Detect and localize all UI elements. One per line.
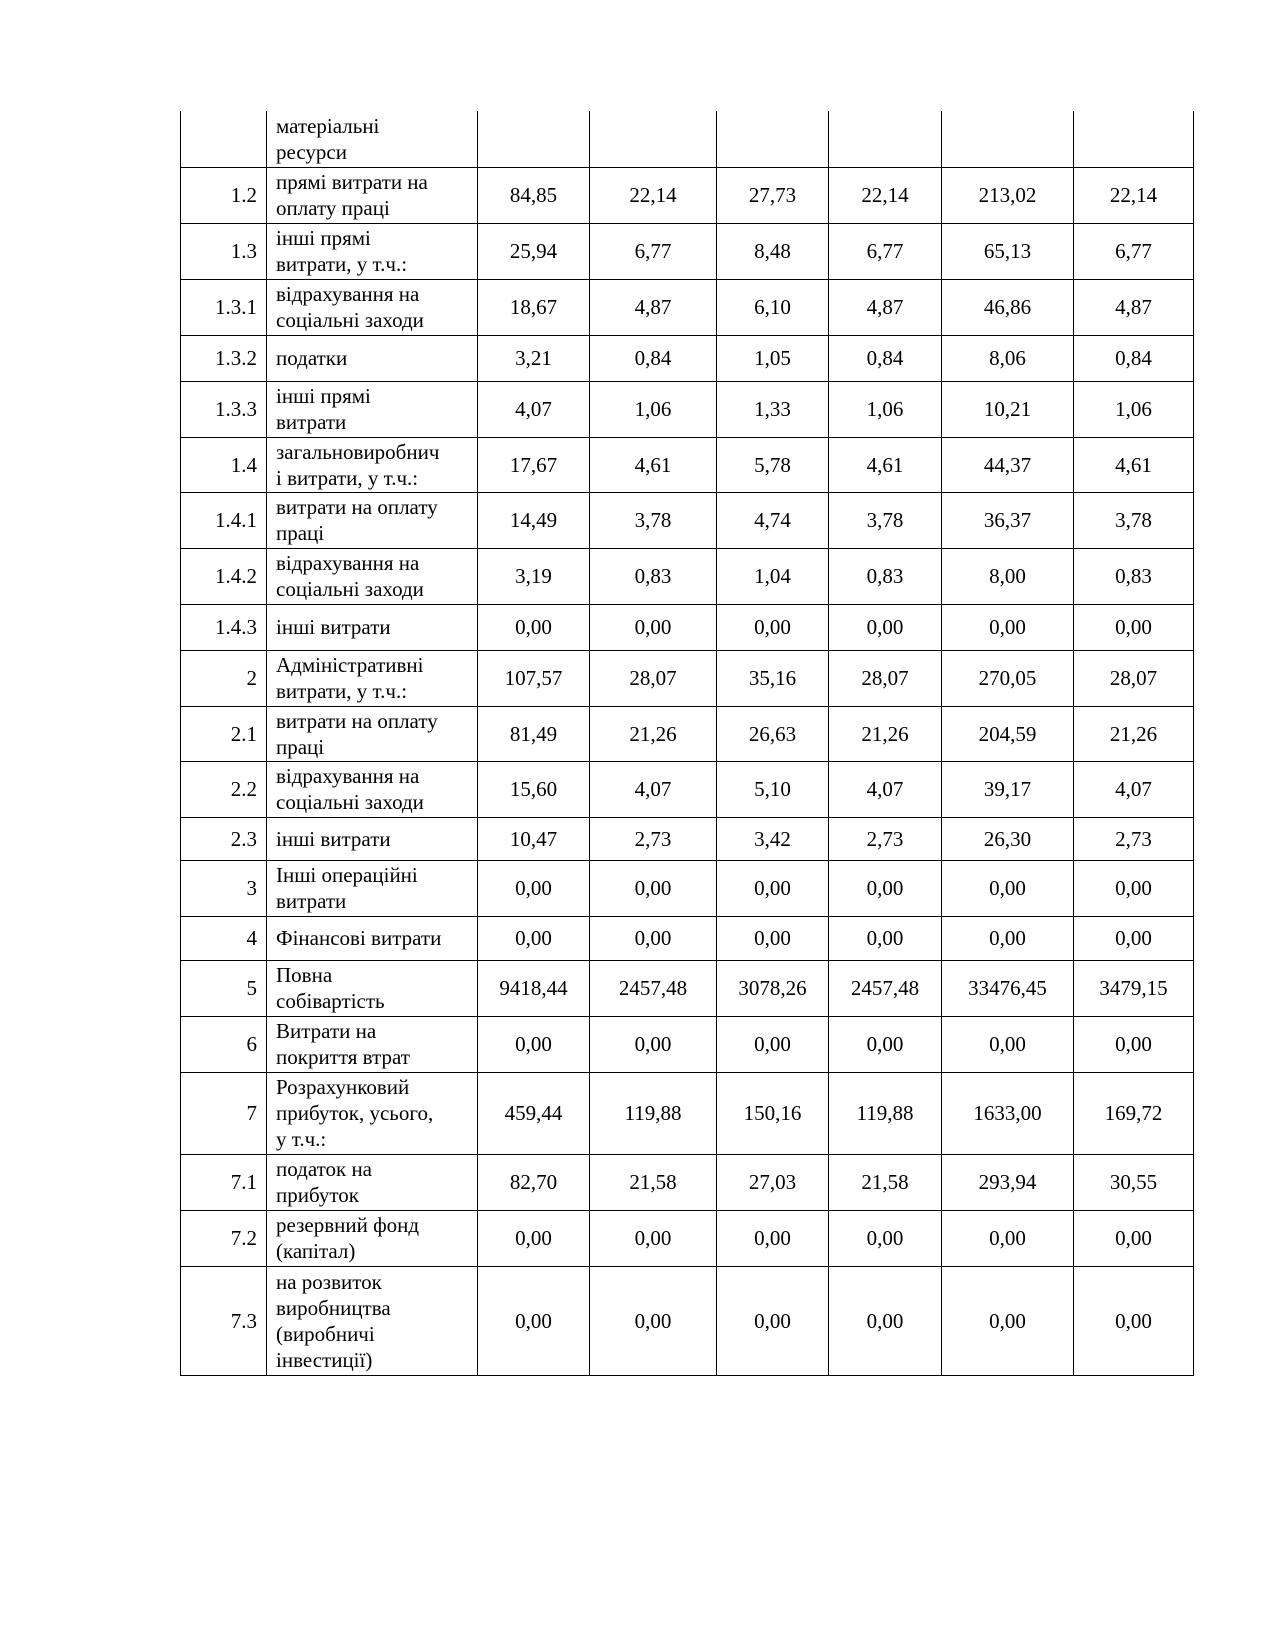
value-cell: 119,88 bbox=[829, 1072, 942, 1154]
value-cell: 46,86 bbox=[942, 279, 1074, 335]
value-cell: 4,07 bbox=[1074, 761, 1194, 817]
value-cell: 6,77 bbox=[590, 223, 717, 279]
value-cell: 0,00 bbox=[942, 916, 1074, 960]
value-cell: 0,00 bbox=[942, 1266, 1074, 1375]
value-cell: 8,00 bbox=[942, 548, 1074, 604]
value-cell: 5,10 bbox=[717, 761, 829, 817]
table-row bbox=[181, 916, 1194, 960]
value-cell: 3,78 bbox=[829, 492, 942, 548]
value-cell: 1,04 bbox=[717, 548, 829, 604]
row-label: витрати на оплату праці bbox=[267, 706, 478, 761]
row-number: 1.4.1 bbox=[181, 492, 267, 548]
value-cell: 0,00 bbox=[478, 860, 590, 916]
value-cell: 0,00 bbox=[829, 860, 942, 916]
row-label: прямі витрати на оплату праці bbox=[267, 167, 478, 223]
row-label: інші витрати bbox=[267, 817, 478, 860]
value-cell: 26,30 bbox=[942, 817, 1074, 860]
value-cell: 4,87 bbox=[590, 279, 717, 335]
row-number: 2.1 bbox=[181, 706, 267, 761]
value-cell: 21,26 bbox=[590, 706, 717, 761]
row-label: інші витрати bbox=[267, 604, 478, 650]
row-number: 1.3.1 bbox=[181, 279, 267, 335]
value-cell: 0,84 bbox=[829, 335, 942, 381]
value-cell: 0,00 bbox=[478, 604, 590, 650]
value-cell: 0,00 bbox=[942, 1016, 1074, 1072]
row-label: загальновиробнич і витрати, у т.ч.: bbox=[267, 437, 478, 492]
value-cell: 119,88 bbox=[590, 1072, 717, 1154]
table-row bbox=[181, 1154, 1194, 1210]
value-cell: 14,49 bbox=[478, 492, 590, 548]
value-cell: 0,00 bbox=[717, 604, 829, 650]
value-cell: 0,00 bbox=[717, 860, 829, 916]
table-row bbox=[181, 167, 1194, 223]
value-cell: 4,87 bbox=[1074, 279, 1194, 335]
table-row bbox=[181, 706, 1194, 761]
value-cell: 0,00 bbox=[590, 1266, 717, 1375]
row-number: 2.2 bbox=[181, 761, 267, 817]
row-label: Повна собівартість bbox=[267, 960, 478, 1016]
value-cell: 0,84 bbox=[1074, 335, 1194, 381]
table-row bbox=[181, 761, 1194, 817]
value-cell: 0,00 bbox=[590, 916, 717, 960]
table-row bbox=[181, 437, 1194, 492]
cost-table bbox=[180, 111, 1194, 1376]
value-cell: 3,19 bbox=[478, 548, 590, 604]
value-cell: 1,06 bbox=[829, 381, 942, 437]
value-cell: 21,58 bbox=[829, 1154, 942, 1210]
row-label: податки bbox=[267, 335, 478, 381]
value-cell: 0,00 bbox=[829, 1210, 942, 1266]
row-label: відрахування на соціальні заходи bbox=[267, 761, 478, 817]
row-number: 1.3.2 bbox=[181, 335, 267, 381]
value-cell: 0,00 bbox=[478, 1210, 590, 1266]
row-number bbox=[181, 111, 267, 167]
value-cell: 26,63 bbox=[717, 706, 829, 761]
value-cell: 0,00 bbox=[1074, 1266, 1194, 1375]
table-row bbox=[181, 335, 1194, 381]
value-cell: 44,37 bbox=[942, 437, 1074, 492]
value-cell: 270,05 bbox=[942, 650, 1074, 706]
table-row bbox=[181, 860, 1194, 916]
value-cell: 65,13 bbox=[942, 223, 1074, 279]
table-row bbox=[181, 381, 1194, 437]
value-cell: 4,61 bbox=[1074, 437, 1194, 492]
value-cell: 22,14 bbox=[1074, 167, 1194, 223]
row-number: 4 bbox=[181, 916, 267, 960]
value-cell: 3479,15 bbox=[1074, 960, 1194, 1016]
row-label: відрахування на соціальні заходи bbox=[267, 548, 478, 604]
table-row bbox=[181, 1210, 1194, 1266]
row-label: Інші операційні витрати bbox=[267, 860, 478, 916]
value-cell: 8,48 bbox=[717, 223, 829, 279]
table-row bbox=[181, 650, 1194, 706]
value-cell: 0,00 bbox=[717, 1210, 829, 1266]
row-number: 1.3.3 bbox=[181, 381, 267, 437]
value-cell: 39,17 bbox=[942, 761, 1074, 817]
value-cell: 3,42 bbox=[717, 817, 829, 860]
value-cell: 33476,45 bbox=[942, 960, 1074, 1016]
value-cell: 0,00 bbox=[717, 1266, 829, 1375]
value-cell bbox=[590, 111, 717, 167]
row-number: 3 bbox=[181, 860, 267, 916]
value-cell: 3,21 bbox=[478, 335, 590, 381]
row-label: Розрахунковий прибуток, усього, у т.ч.: bbox=[267, 1072, 478, 1154]
value-cell: 21,26 bbox=[829, 706, 942, 761]
value-cell: 293,94 bbox=[942, 1154, 1074, 1210]
value-cell: 0,00 bbox=[590, 860, 717, 916]
value-cell: 4,07 bbox=[478, 381, 590, 437]
value-cell: 0,83 bbox=[590, 548, 717, 604]
value-cell: 36,37 bbox=[942, 492, 1074, 548]
value-cell: 3,78 bbox=[590, 492, 717, 548]
value-cell: 2457,48 bbox=[590, 960, 717, 1016]
value-cell: 0,00 bbox=[1074, 604, 1194, 650]
value-cell: 2,73 bbox=[1074, 817, 1194, 860]
row-number: 7 bbox=[181, 1072, 267, 1154]
value-cell: 0,00 bbox=[1074, 1210, 1194, 1266]
row-number: 1.4.3 bbox=[181, 604, 267, 650]
row-number: 2 bbox=[181, 650, 267, 706]
value-cell: 28,07 bbox=[1074, 650, 1194, 706]
value-cell: 1633,00 bbox=[942, 1072, 1074, 1154]
table-row bbox=[181, 223, 1194, 279]
row-number: 2.3 bbox=[181, 817, 267, 860]
value-cell bbox=[829, 111, 942, 167]
row-label: резервний фонд (капітал) bbox=[267, 1210, 478, 1266]
value-cell: 0,00 bbox=[829, 1266, 942, 1375]
value-cell: 3078,26 bbox=[717, 960, 829, 1016]
value-cell: 213,02 bbox=[942, 167, 1074, 223]
value-cell bbox=[942, 111, 1074, 167]
table-row bbox=[181, 1016, 1194, 1072]
value-cell: 82,70 bbox=[478, 1154, 590, 1210]
value-cell bbox=[478, 111, 590, 167]
value-cell: 6,77 bbox=[829, 223, 942, 279]
row-label: на розвиток виробництва (виробничі інвестиції) bbox=[267, 1266, 478, 1375]
value-cell: 204,59 bbox=[942, 706, 1074, 761]
row-number: 1.4.2 bbox=[181, 548, 267, 604]
value-cell: 107,57 bbox=[478, 650, 590, 706]
value-cell: 4,07 bbox=[590, 761, 717, 817]
value-cell: 2,73 bbox=[590, 817, 717, 860]
value-cell: 81,49 bbox=[478, 706, 590, 761]
value-cell: 22,14 bbox=[829, 167, 942, 223]
value-cell: 0,00 bbox=[1074, 916, 1194, 960]
table-row bbox=[181, 279, 1194, 335]
value-cell: 27,03 bbox=[717, 1154, 829, 1210]
row-label: Витрати на покриття втрат bbox=[267, 1016, 478, 1072]
table-row bbox=[181, 111, 1194, 167]
table-body bbox=[181, 111, 1194, 1375]
value-cell: 0,00 bbox=[829, 1016, 942, 1072]
value-cell: 10,21 bbox=[942, 381, 1074, 437]
value-cell: 15,60 bbox=[478, 761, 590, 817]
table-row bbox=[181, 548, 1194, 604]
value-cell: 0,00 bbox=[478, 1016, 590, 1072]
value-cell: 8,06 bbox=[942, 335, 1074, 381]
row-label: інші прямі витрати bbox=[267, 381, 478, 437]
table-row bbox=[181, 960, 1194, 1016]
row-label: Адміністративні витрати, у т.ч.: bbox=[267, 650, 478, 706]
row-number: 7.3 bbox=[181, 1266, 267, 1375]
value-cell: 10,47 bbox=[478, 817, 590, 860]
value-cell: 17,67 bbox=[478, 437, 590, 492]
value-cell: 4,61 bbox=[829, 437, 942, 492]
value-cell: 0,00 bbox=[829, 604, 942, 650]
row-label: податок на прибуток bbox=[267, 1154, 478, 1210]
value-cell: 2,73 bbox=[829, 817, 942, 860]
value-cell: 3,78 bbox=[1074, 492, 1194, 548]
value-cell: 5,78 bbox=[717, 437, 829, 492]
value-cell: 0,00 bbox=[717, 916, 829, 960]
value-cell: 9418,44 bbox=[478, 960, 590, 1016]
value-cell: 28,07 bbox=[590, 650, 717, 706]
value-cell: 84,85 bbox=[478, 167, 590, 223]
value-cell: 1,33 bbox=[717, 381, 829, 437]
value-cell: 150,16 bbox=[717, 1072, 829, 1154]
row-number: 7.2 bbox=[181, 1210, 267, 1266]
row-number: 1.4 bbox=[181, 437, 267, 492]
table-row bbox=[181, 1072, 1194, 1154]
value-cell: 0,00 bbox=[942, 860, 1074, 916]
value-cell: 0,83 bbox=[1074, 548, 1194, 604]
value-cell: 0,00 bbox=[478, 1266, 590, 1375]
value-cell: 4,61 bbox=[590, 437, 717, 492]
row-number: 6 bbox=[181, 1016, 267, 1072]
value-cell: 6,77 bbox=[1074, 223, 1194, 279]
row-number: 1.2 bbox=[181, 167, 267, 223]
value-cell: 0,00 bbox=[590, 1210, 717, 1266]
value-cell: 0,84 bbox=[590, 335, 717, 381]
table-row bbox=[181, 817, 1194, 860]
value-cell: 35,16 bbox=[717, 650, 829, 706]
table-row bbox=[181, 492, 1194, 548]
row-label: матеріальні ресурси bbox=[267, 111, 478, 167]
row-number: 5 bbox=[181, 960, 267, 1016]
value-cell: 459,44 bbox=[478, 1072, 590, 1154]
value-cell: 0,00 bbox=[590, 604, 717, 650]
value-cell: 0,83 bbox=[829, 548, 942, 604]
value-cell: 4,87 bbox=[829, 279, 942, 335]
row-label: інші прямі витрати, у т.ч.: bbox=[267, 223, 478, 279]
value-cell: 2457,48 bbox=[829, 960, 942, 1016]
row-number: 1.3 bbox=[181, 223, 267, 279]
value-cell: 1,06 bbox=[590, 381, 717, 437]
value-cell: 25,94 bbox=[478, 223, 590, 279]
value-cell: 1,06 bbox=[1074, 381, 1194, 437]
value-cell: 30,55 bbox=[1074, 1154, 1194, 1210]
value-cell: 169,72 bbox=[1074, 1072, 1194, 1154]
value-cell bbox=[1074, 111, 1194, 167]
value-cell: 6,10 bbox=[717, 279, 829, 335]
value-cell: 0,00 bbox=[1074, 860, 1194, 916]
value-cell: 0,00 bbox=[942, 1210, 1074, 1266]
value-cell bbox=[717, 111, 829, 167]
row-label: відрахування на соціальні заходи bbox=[267, 279, 478, 335]
row-number: 7.1 bbox=[181, 1154, 267, 1210]
value-cell: 0,00 bbox=[1074, 1016, 1194, 1072]
row-label: витрати на оплату праці bbox=[267, 492, 478, 548]
value-cell: 4,74 bbox=[717, 492, 829, 548]
value-cell: 21,26 bbox=[1074, 706, 1194, 761]
value-cell: 0,00 bbox=[942, 604, 1074, 650]
value-cell: 0,00 bbox=[829, 916, 942, 960]
value-cell: 1,05 bbox=[717, 335, 829, 381]
value-cell: 0,00 bbox=[478, 916, 590, 960]
table-row bbox=[181, 1266, 1194, 1375]
value-cell: 18,67 bbox=[478, 279, 590, 335]
value-cell: 27,73 bbox=[717, 167, 829, 223]
value-cell: 0,00 bbox=[590, 1016, 717, 1072]
value-cell: 28,07 bbox=[829, 650, 942, 706]
value-cell: 0,00 bbox=[717, 1016, 829, 1072]
table-row bbox=[181, 604, 1194, 650]
value-cell: 4,07 bbox=[829, 761, 942, 817]
value-cell: 21,58 bbox=[590, 1154, 717, 1210]
value-cell: 22,14 bbox=[590, 167, 717, 223]
row-label: Фінансові витрати bbox=[267, 916, 478, 960]
